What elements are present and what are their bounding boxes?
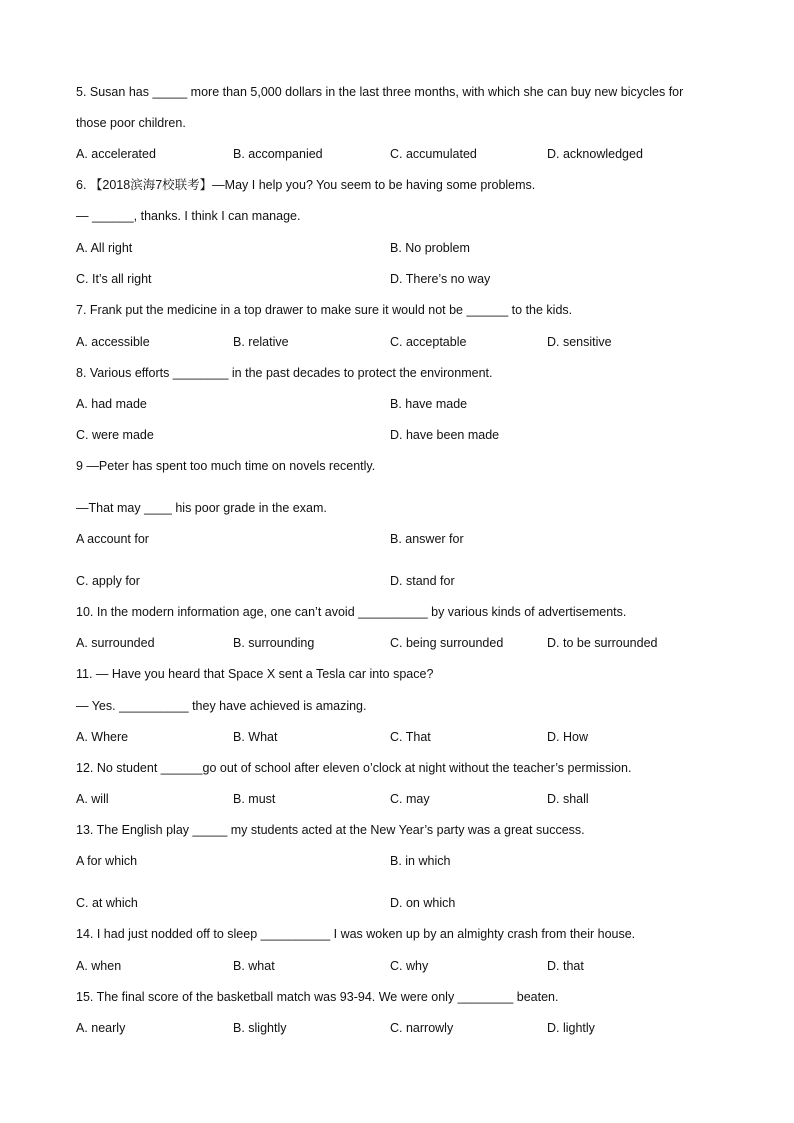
option-b: B. must: [233, 792, 276, 806]
question-9-options-row1: [76, 531, 704, 547]
option-a: A for which: [76, 854, 138, 868]
option-b: B. answer for: [390, 532, 464, 546]
question-6-options-row2: [76, 271, 704, 287]
option-d: D. have been made: [390, 428, 500, 442]
option-d: D. stand for: [390, 574, 455, 588]
option-d: D. on which: [390, 896, 456, 910]
question-15-stem: 15. The final score of the basketball match was 93-94. We were only ________ beaten.: [76, 990, 559, 1004]
option-a: A. accelerated: [76, 147, 156, 161]
option-b: B. What: [233, 730, 278, 744]
option-a: A. Where: [76, 730, 129, 744]
option-b: B. slightly: [233, 1021, 287, 1035]
question-11-stem: 11. — Have you heard that Space X sent a Tesla car into space?: [76, 667, 434, 681]
option-a: A. accessible: [76, 335, 150, 349]
option-c: C. accumulated: [390, 147, 477, 161]
question-8-options-row2: [76, 427, 704, 443]
option-d: D. How: [547, 730, 588, 744]
question-10-stem: 10. In the modern information age, one can’t avoid __________ by various kinds of advertisements.: [76, 605, 627, 619]
question-5-options: [76, 146, 704, 162]
option-a: A. surrounded: [76, 636, 155, 650]
question-7-options: [76, 334, 704, 350]
question-10-options: [76, 635, 704, 651]
option-c: C. at which: [76, 896, 138, 910]
question-6-reply: — ______, thanks. I think I can manage.: [76, 209, 301, 223]
question-11-reply: — Yes. __________ they have achieved is amazing.: [76, 699, 367, 713]
option-d: D. lightly: [547, 1021, 595, 1035]
option-c: C. That: [390, 730, 431, 744]
option-b: B. accompanied: [233, 147, 323, 161]
option-b: B. relative: [233, 335, 289, 349]
question-13-stem: 13. The English play _____ my students acted at the New Year’s party was a great success.: [76, 823, 585, 837]
question-13-options-row2: [76, 895, 704, 911]
question-15-options: [76, 1020, 704, 1036]
option-c: C. being surrounded: [390, 636, 504, 650]
question-5-stem: 5. Susan has _____ more than 5,000 dollars in the last three months, with which she can buy new bicycles for: [76, 85, 684, 99]
option-a: A. All right: [76, 241, 133, 255]
question-14-stem: 14. I had just nodded off to sleep __________ I was woken up by an almighty crash from their house.: [76, 927, 636, 941]
question-8-options-row1: [76, 396, 704, 412]
question-9-reply: —That may ____ his poor grade in the exam.: [76, 501, 327, 515]
option-b: B. in which: [390, 854, 451, 868]
option-d: D. There’s no way: [390, 272, 491, 286]
option-c: C. were made: [76, 428, 154, 442]
option-b: B. No problem: [390, 241, 470, 255]
option-d: D. shall: [547, 792, 589, 806]
option-c: C. It’s all right: [76, 272, 152, 286]
option-b: B. what: [233, 959, 275, 973]
question-5-stem-cont: those poor children.: [76, 116, 186, 130]
option-a: A. will: [76, 792, 109, 806]
option-c: C. narrowly: [390, 1021, 454, 1035]
option-c: C. why: [390, 959, 429, 973]
question-9-options-row2: [76, 573, 704, 589]
option-c: C. apply for: [76, 574, 140, 588]
question-14-options: [76, 958, 704, 974]
option-a: A. had made: [76, 397, 147, 411]
option-d: D. acknowledged: [547, 147, 643, 161]
question-6-options-row1: [76, 240, 704, 256]
option-b: B. have made: [390, 397, 468, 411]
option-d: D. sensitive: [547, 335, 612, 349]
question-12-stem: 12. No student ______go out of school after eleven o’clock at night without the teacher’s permission.: [76, 761, 632, 775]
question-6-stem: 6. 【2018滨海7校联考】—May I help you? You seem to be having some problems.: [76, 178, 536, 192]
question-9-stem: 9 —Peter has spent too much time on novels recently.: [76, 459, 376, 473]
option-d: D. to be surrounded: [547, 636, 658, 650]
option-a: A. when: [76, 959, 122, 973]
option-c: C. may: [390, 792, 430, 806]
question-12-options: [76, 791, 704, 807]
option-a: A. nearly: [76, 1021, 126, 1035]
question-11-options: [76, 729, 704, 745]
option-c: C. acceptable: [390, 335, 467, 349]
question-7-stem: 7. Frank put the medicine in a top drawer to make sure it would not be ______ to the kids.: [76, 303, 573, 317]
question-13-options-row1: [76, 853, 704, 869]
option-a: A account for: [76, 532, 149, 546]
question-8-stem: 8. Various efforts ________ in the past decades to protect the environment.: [76, 366, 493, 380]
option-b: B. surrounding: [233, 636, 315, 650]
option-d: D. that: [547, 959, 584, 973]
